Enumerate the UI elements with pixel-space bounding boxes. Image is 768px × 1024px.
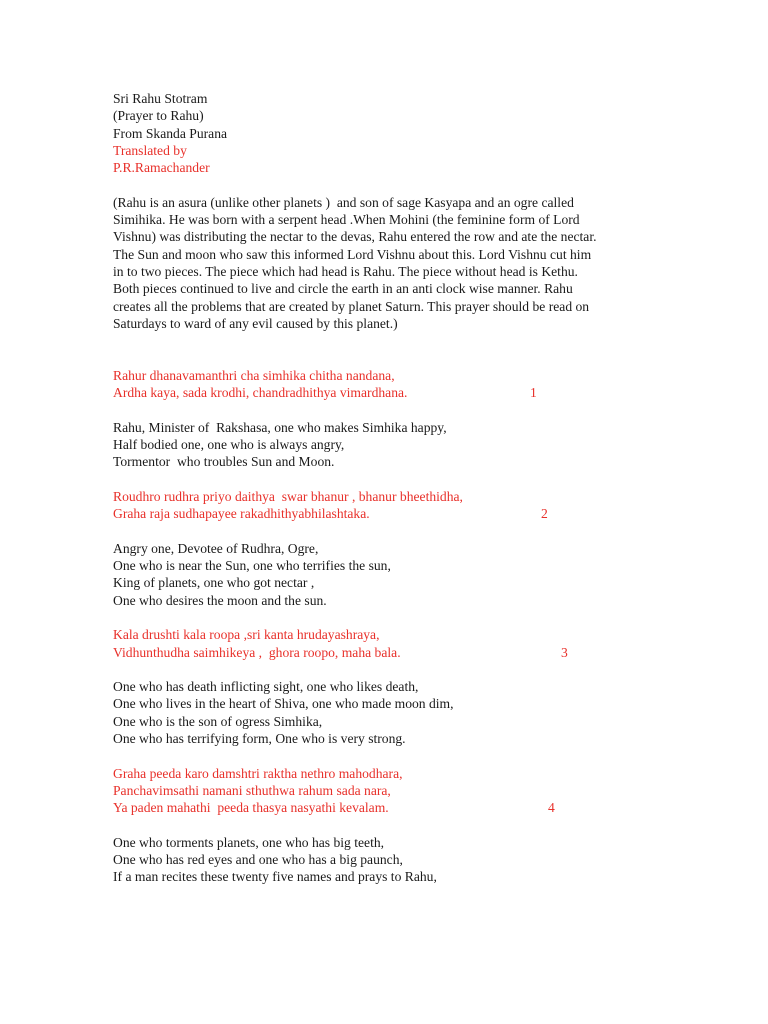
spacer [113, 661, 673, 678]
verse-number: 4 [548, 800, 555, 816]
sanskrit-text: Rahur dhanavamanthri cha simhika chitha nandana, [113, 367, 395, 383]
sanskrit-line [113, 799, 673, 816]
sanskrit-line [113, 367, 673, 384]
sanskrit-text: Kala drushti kala roopa ,sri kanta hrudayashraya, [113, 627, 380, 643]
translation-line: One who has red eyes and one who has a big paunch, [113, 852, 403, 868]
intro-line: Saturdays to ward of any evil caused by this planet.) [113, 315, 398, 331]
verse-number: 1 [530, 385, 537, 401]
sanskrit-line [113, 782, 673, 799]
translation-line: One who has terrifying form, One who is very strong. [113, 730, 406, 746]
translation-line: One who is near the Sun, one who terrifies the sun, [113, 558, 391, 574]
spacer [113, 816, 673, 833]
translation-line: One who lives in the heart of Shiva, one who made moon dim, [113, 696, 454, 712]
sanskrit-text: Ya paden mahathi peeda thasya nasyathi kevalam. [113, 800, 389, 816]
translation-line: One who torments planets, one who has big teeth, [113, 834, 385, 850]
spacer [113, 522, 673, 539]
sanskrit-line [113, 488, 673, 505]
intro-line: The Sun and moon who saw this informed Lord Vishnu about this. Lord Vishnu cut him [113, 246, 592, 262]
intro-line: in to two pieces. The piece which had head is Rahu. The piece without head is Kethu. [113, 263, 578, 279]
translator-name: P.R.Ramachander [113, 160, 210, 176]
translation-line: Angry one, Devotee of Rudhra, Ogre, [113, 540, 319, 556]
translation-line: Half bodied one, one who is always angry, [113, 436, 345, 452]
document-subtitle: (Prayer to Rahu) [113, 108, 204, 124]
sanskrit-line [113, 765, 673, 782]
verse-2 [113, 488, 673, 609]
verse-number: 2 [541, 506, 548, 522]
sanskrit-line [113, 644, 673, 661]
verse-3 [113, 626, 673, 747]
translation-line: One who desires the moon and the sun. [113, 592, 327, 608]
sanskrit-line [113, 505, 673, 522]
spacer [113, 471, 673, 488]
spacer [113, 332, 673, 367]
sanskrit-line [113, 626, 673, 643]
intro-line: Both pieces continued to live and circle the earth in an anti clock wise manner. Rahu [113, 281, 573, 297]
translation-line: Tormentor who troubles Sun and Moon. [113, 454, 335, 470]
document-title: Sri Rahu Stotram [113, 91, 208, 106]
sanskrit-text: Graha peeda karo damshtri raktha nethro mahodhara, [113, 765, 403, 781]
sanskrit-text: Panchavimsathi namani sthuthwa rahum sada nara, [113, 782, 391, 798]
verse-number: 3 [561, 644, 568, 660]
document-page [113, 90, 673, 886]
translation-line: One who is the son of ogress Simhika, [113, 713, 323, 729]
sanskrit-text: Roudhro rudhra priyo daithya swar bhanur , bhanur bheethidha, [113, 488, 463, 504]
translation-line: One who has death inflicting sight, one who likes death, [113, 679, 419, 695]
document-source: From Skanda Purana [113, 125, 228, 141]
intro-line: (Rahu is an asura (unlike other planets ) and son of sage Kasyapa and an ogre called [113, 194, 574, 210]
translation-line: Rahu, Minister of Rakshasa, one who makes Simhika happy, [113, 419, 447, 435]
verse-4 [113, 765, 673, 886]
verse-1 [113, 367, 673, 471]
spacer [113, 401, 673, 418]
spacer [113, 176, 673, 193]
sanskrit-text: Graha raja sudhapayee rakadhithyabhilashtaka. [113, 506, 370, 522]
translation-line: If a man recites these twenty five names and prays to Rahu, [113, 869, 437, 885]
intro-line: creates all the problems that are created by planet Saturn. This prayer should be read on [113, 298, 590, 314]
translated-by-label: Translated by [113, 142, 187, 158]
spacer [113, 747, 673, 764]
spacer [113, 609, 673, 626]
intro-line: Vishnu) was distributing the nectar to the devas, Rahu entered the row and ate the nectar. [113, 229, 597, 245]
sanskrit-text: Vidhunthudha saimhikeya , ghora roopo, maha bala. [113, 644, 401, 660]
translation-line: King of planets, one who got nectar , [113, 575, 315, 591]
sanskrit-line [113, 384, 673, 401]
intro-paragraph [113, 194, 653, 332]
intro-line: Simihika. He was born with a serpent head .When Mohini (the feminine form of Lord [113, 212, 580, 228]
sanskrit-text: Ardha kaya, sada krodhi, chandradhithya vimardhana. [113, 385, 408, 401]
